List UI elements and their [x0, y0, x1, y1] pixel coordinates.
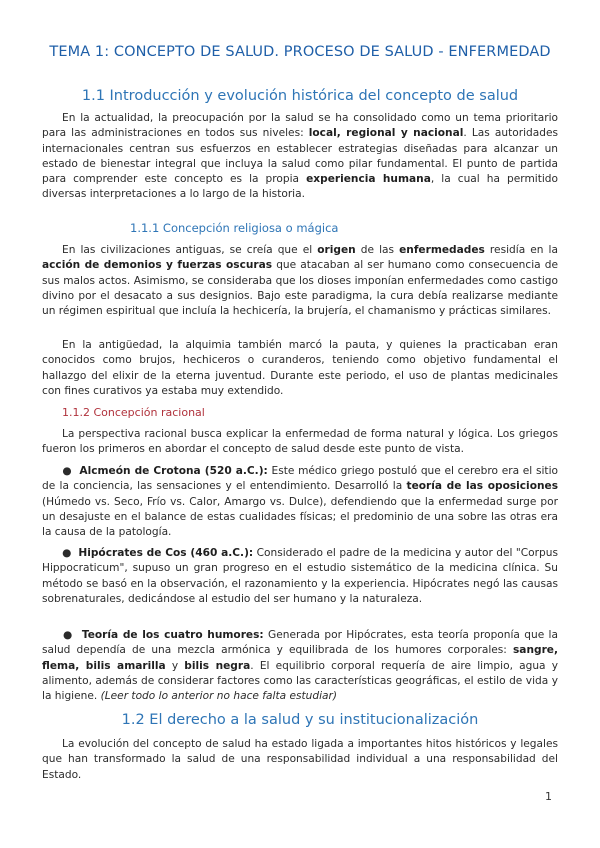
bold-run: local, regional y nacional	[308, 127, 464, 140]
bold-run: bilis negra	[184, 659, 251, 672]
text-run: , la cual ha permitido diversas interpretaciones a lo largo de la historia.	[42, 173, 559, 201]
text-run: En la actualidad, la preocupación por la salud se ha consolidado como un tema prioritario para las administraciones en todos sus niveles:	[42, 112, 558, 140]
text-run: Generada por Hipócrates, esta teoría proponía que la salud dependía de una mezcla armónica y equilibrada de los humores corporales:	[42, 629, 558, 657]
section-heading-1-2: 1.2 El derecho a la salud y su institucionalización	[121, 712, 479, 728]
section-heading-1-1-2: 1.1.2 Concepción racional	[62, 406, 205, 419]
paragraph-rights	[42, 737, 558, 783]
text-run: Considerado el padre de la medicina y autor del "Corpus Hippocraticum", supuso un gran progreso en el estudio sistemático de la medicina clínica. Su método se basó en la observación, el razonamiento y la experiencia. Hipócrates negó las causas sobrenaturales, dedicándose al estudio del ser humano y la naturaleza.	[42, 547, 558, 605]
text-run: La evolución del concepto de salud ha estado ligada a importantes hitos históricos y legales que han transformado la salud de una responsabilidad individual a una responsabilidad del Estado.	[42, 738, 558, 781]
text-run: y	[165, 659, 185, 672]
text-run: (Húmedo vs. Seco, Frío vs. Calor, Amargo vs. Dulce), defendiendo que la enfermedad surge por un desajuste en el balance de estas cualidades físicas; el predominio de una sobre las otras era la causa de la patología.	[42, 495, 558, 539]
bold-run: Teoría de los cuatro humores:	[81, 629, 264, 641]
text-run: que atacaban al ser humano como consecuencia de sus malos actos. Asimismo, se consideraba que los dioses imponían enfermedades como castigo divino por el desacato a sus designios. Bajo este paradigma, la cura debía realizarse mediante un régimen espiritual que incluía la hechicería, la brujería, el chamanismo y prácticas similares.	[42, 259, 558, 318]
bullet-alcmeon	[42, 464, 558, 540]
bold-run: sangre, flema, bilis amarilla	[42, 644, 558, 672]
bold-run: origen	[317, 244, 356, 256]
paragraph-religious-2	[42, 338, 558, 399]
bullet-hipocrates	[42, 546, 558, 607]
section-heading-1-1: 1.1 Introducción y evolución histórica del concepto de salud	[81, 88, 519, 104]
bullet-icon: ●	[62, 629, 74, 641]
text-run: residía en la	[484, 244, 558, 256]
text-run: En las civilizaciones antiguas, se creía que el	[62, 244, 318, 256]
page-number: 1	[545, 790, 552, 803]
document-title: TEMA 1: CONCEPTO DE SALUD. PROCESO DE SALUD - ENFERMEDAD	[49, 44, 551, 60]
bold-run: teoría de las oposiciones	[406, 480, 559, 493]
text-run: Este médico griego postuló que el cerebro era el sitio de la conciencia, las sensaciones y el entendimiento. Desarrolló la	[42, 465, 558, 493]
bullet-humores	[42, 628, 558, 704]
paragraph-rational-intro	[42, 427, 558, 458]
paragraph-intro	[42, 111, 558, 203]
bold-run: acción de demonios y fuerzas oscuras	[42, 259, 273, 272]
text-run: de las	[355, 244, 400, 256]
italic-note: (Leer todo lo anterior no hace falta estudiar)	[100, 690, 338, 703]
paragraph-religious-1	[42, 243, 558, 319]
text-run: . Las autoridades internacionales centran sus esfuerzos en establecer estrategias diseñadas para alcanzar un estado de bienestar integral que incluya la salud como pilar fundamental. El punto de partida para comprender este concepto es la propia	[42, 127, 558, 186]
text-run: En la antigüedad, la alquimia también marcó la pauta, y quienes la practicaban eran conocidos como brujos, hechiceros o curanderos, teniendo como objetivo fundamental el hallazgo del elixir de la eterna juventud. Durante este periodo, el uso de plantas medicinales con fines curativos ya estaba muy extendido.	[42, 339, 558, 397]
section-heading-1-1-1: 1.1.1 Concepción religiosa o mágica	[130, 221, 339, 235]
bold-run: experiencia humana	[306, 173, 431, 186]
bold-run: Alcmeón de Crotona (520 a.C.):	[79, 465, 268, 477]
bullet-icon: ●	[62, 465, 72, 477]
text-run: . El equilibrio corporal requería de aire limpio, agua y alimento, además de considerar factores como las características geográficas, el estilo de vida y la higiene.	[42, 659, 559, 703]
bullet-icon: ●	[62, 547, 72, 559]
text-run: La perspectiva racional busca explicar la enfermedad de forma natural y lógica. Los griegos fueron los primeros en abordar el concepto de salud desde este punto de vista.	[42, 428, 558, 456]
bold-run: enfermedades	[399, 244, 485, 256]
bold-run: Hipócrates de Cos (460 a.C.):	[78, 547, 254, 559]
